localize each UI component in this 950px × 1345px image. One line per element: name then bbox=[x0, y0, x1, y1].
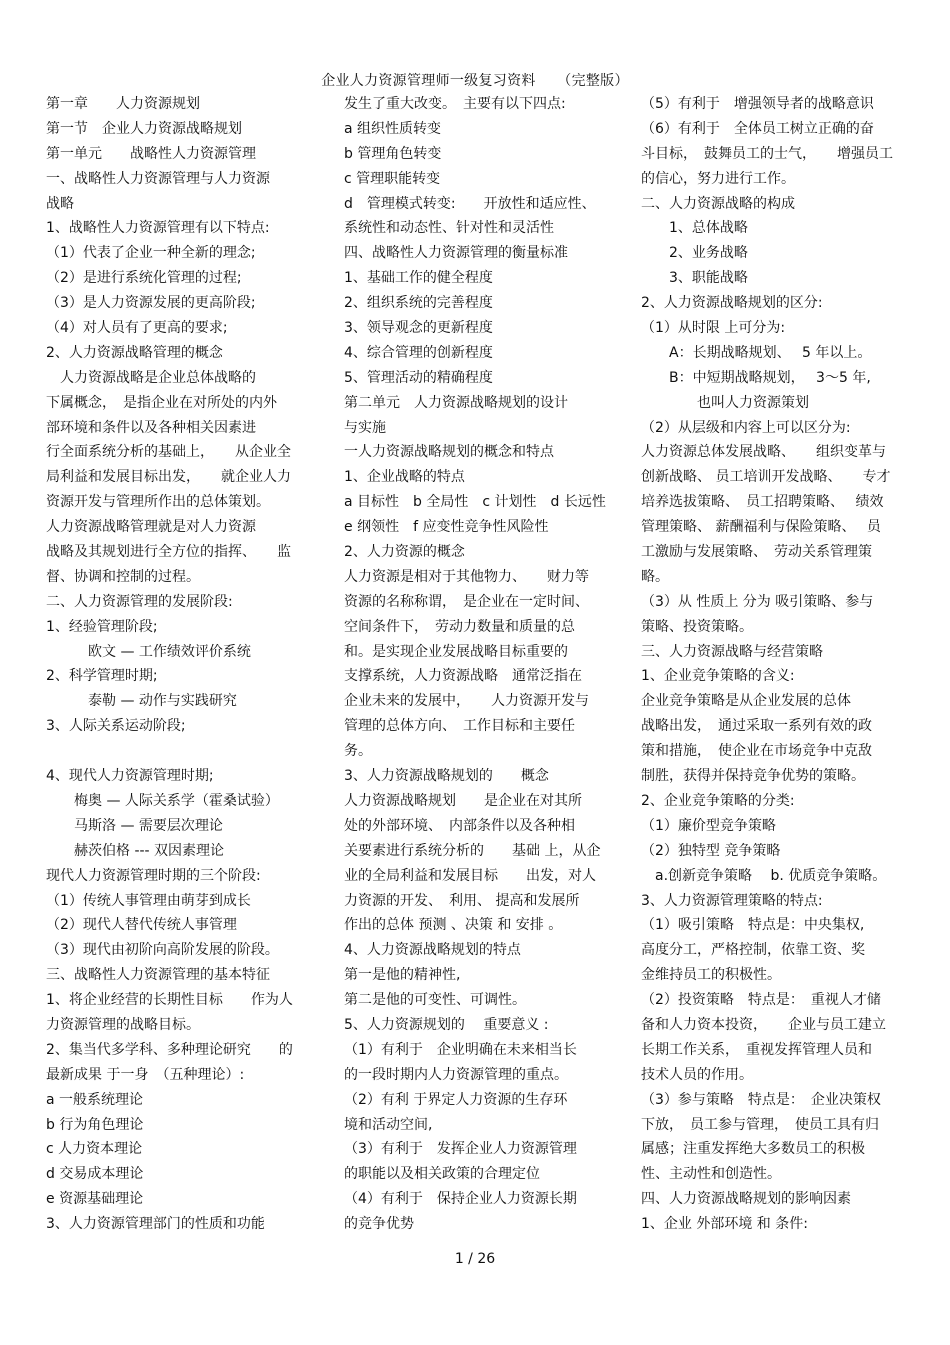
text-line: 系统性和动态性、针对性和灵活性 bbox=[344, 220, 554, 237]
text-line: 战略 bbox=[46, 195, 74, 212]
text-line: 1、基础工作的健全程度 bbox=[344, 270, 493, 287]
text-line: （1）有利于 企业明确在未来相当长 bbox=[344, 1041, 577, 1058]
text-line: a 组织性质转变 bbox=[344, 120, 442, 137]
text-line: 人力资源战略规划 是企业在对其所 bbox=[344, 792, 582, 809]
text-line: （3）从 性质上 分为 吸引策略、参与 bbox=[641, 593, 874, 610]
text-line: （3）参与策略 特点是： 企业决策权 bbox=[641, 1091, 881, 1108]
text-line: e 纲领性 f 应变性竞争性风险性 bbox=[344, 519, 549, 536]
text-line: 三、人力资源战略与经营策略 bbox=[641, 643, 823, 660]
text-line: 欧文 — 工作绩效评价系统 bbox=[46, 643, 251, 660]
text-line: A：长期战略规划、 5 年以上。 bbox=[641, 344, 872, 361]
text-line: 属感；注重发挥绝大多数员工的积极 bbox=[641, 1141, 865, 1158]
text-line: 三、战略性人力资源管理的基本特征 bbox=[46, 967, 270, 984]
text-line: 最新成果 于一身 （五种理论）: bbox=[46, 1066, 245, 1083]
text-line: 长期工作关系， 重视发挥管理人员和 bbox=[641, 1041, 872, 1058]
text-line: 1、企业竞争策略的含义: bbox=[641, 668, 795, 685]
text-line: a 一般系统理论 bbox=[46, 1091, 144, 1108]
text-line: （5）有利于 增强领导者的战略意识 bbox=[641, 96, 874, 112]
text-line: 3、人力资源管理部门的性质和功能 bbox=[46, 1216, 265, 1233]
text-line: 也叫人力资源策划 bbox=[641, 394, 809, 411]
text-line: b 行为角色理论 bbox=[46, 1116, 144, 1133]
text-line: 技术人员的作用。 bbox=[641, 1066, 753, 1083]
text-line: 空间条件下， 劳动力数量和质量的总 bbox=[344, 618, 575, 635]
text-line: 2、业务战略 bbox=[641, 245, 748, 262]
text-line: 业的全局利益和发展目标 出发，对人 bbox=[344, 867, 596, 884]
text-column-3 bbox=[641, 92, 911, 1237]
text-line: 督、协调和控制的过程。 bbox=[46, 568, 200, 585]
text-column-2 bbox=[344, 92, 612, 1237]
text-line: （3）现代由初阶向高阶发展的阶段。 bbox=[46, 942, 279, 959]
text-line: 4、现代人力资源管理时期; bbox=[46, 768, 214, 785]
text-line: 处的外部环境、 内部条件以及各种相 bbox=[344, 817, 575, 834]
text-line: 第一节 企业人力资源战略规划 bbox=[46, 120, 242, 137]
text-line: （4）对人员有了更高的要求; bbox=[46, 320, 228, 337]
text-line: 下放， 员工参与管理， 使员工具有归 bbox=[641, 1116, 879, 1133]
text-line: （2）独特型 竞争策略 bbox=[641, 842, 781, 859]
text-line: 第二是他的可变性、可调性。 bbox=[344, 992, 526, 1009]
text-line: 策略、投资策略。 bbox=[641, 618, 753, 635]
text-line: a 目标性 b 全局性 c 计划性 d 长远性 bbox=[344, 494, 606, 511]
text-line: 力资源管理的战略目标。 bbox=[46, 1016, 200, 1033]
text-line: （4）有利于 保持企业人力资源长期 bbox=[344, 1191, 577, 1208]
text-line: d 管理模式转变: 开放性和适应性、 bbox=[344, 195, 596, 212]
text-line: 人力资源是相对于其他物力、 财力等 bbox=[344, 568, 589, 585]
text-line: （6）有利于 全体员工树立正确的奋 bbox=[641, 120, 874, 137]
text-line: e 资源基础理论 bbox=[46, 1191, 144, 1208]
page-number: 1 / 26 bbox=[454, 1251, 496, 1267]
text-line: 关要素进行系统分析的 基础 上，从企 bbox=[344, 842, 601, 859]
text-line: 人力资源总体发展战略、 组织变革与 bbox=[641, 444, 886, 461]
text-line: 创新战略、 员工培训开发战略、 专才 bbox=[641, 469, 891, 486]
text-line: 1、企业 外部环境 和 条件: bbox=[641, 1216, 808, 1233]
text-line: （2）是进行系统化管理的过程; bbox=[46, 270, 242, 287]
text-line: 人力资源战略管理就是对人力资源 bbox=[46, 519, 256, 536]
text-line: 的竞争优势 bbox=[344, 1216, 414, 1233]
text-line: 赫茨伯格 --- 双因素理论 bbox=[46, 842, 225, 859]
text-line: B：中短期战略规划， 3～5 年, bbox=[641, 369, 871, 386]
text-line: （1）从时限 上可分为: bbox=[641, 320, 786, 337]
text-line: 略。 bbox=[641, 568, 669, 585]
text-line: b 管理角色转变 bbox=[344, 145, 442, 162]
text-line: 培养选拔策略、 员工招聘策略、 绩效 bbox=[641, 494, 884, 511]
text-line: 备和人力资本投资， 企业与员工建立 bbox=[641, 1016, 886, 1033]
text-line: 部环境和条件以及各种相关因素进 bbox=[46, 419, 256, 436]
text-line: 四、战略性人力资源管理的衡量标准 bbox=[344, 245, 568, 262]
text-line: a.创新竞争策略 b. 优质竞争策略。 bbox=[641, 867, 887, 884]
text-line: 资源开发与管理所作出的总体策划。 bbox=[46, 494, 270, 511]
text-line: 支撑系统，人力资源战略 通常泛指在 bbox=[344, 668, 582, 685]
text-line: 二、人力资源管理的发展阶段: bbox=[46, 593, 233, 610]
text-line: 梅奥 — 人际关系学（霍桑试验） bbox=[46, 792, 279, 809]
text-line: 作出的总体 预测 、决策 和 安排 。 bbox=[344, 917, 563, 934]
text-line bbox=[46, 739, 316, 764]
text-line: 的一段时期内人力资源管理的重点。 bbox=[344, 1066, 568, 1083]
text-line: 5、管理活动的精确程度 bbox=[344, 369, 493, 386]
text-line: （2）现代人替代传统人事管理 bbox=[46, 917, 237, 934]
text-line: 第一单元 战略性人力资源管理 bbox=[46, 145, 256, 162]
text-line: 四、人力资源战略规划的影响因素 bbox=[641, 1191, 851, 1208]
text-line: 2、人力资源的概念 bbox=[344, 544, 465, 561]
text-line: 第一是他的精神性, bbox=[344, 967, 461, 984]
text-line: 制胜，获得并保持竞争优势的策略。 bbox=[641, 768, 865, 785]
text-line: 高度分工，严格控制，依靠工资、奖 bbox=[641, 942, 865, 959]
text-line: 境和活动空间, bbox=[344, 1116, 433, 1133]
text-line: 1、经验管理阶段; bbox=[46, 618, 158, 635]
text-line: 资源的名称称谓， 是企业在一定时间、 bbox=[344, 593, 589, 610]
text-line: 的信心，努力进行工作。 bbox=[641, 170, 795, 187]
text-line: c 管理职能转变 bbox=[344, 170, 441, 187]
text-line: （1）吸引策略 特点是：中央集权, bbox=[641, 917, 865, 934]
text-line: 1、战略性人力资源管理有以下特点: bbox=[46, 220, 270, 237]
text-line: 1、将企业经营的长期性目标 作为人 bbox=[46, 992, 293, 1009]
text-line: 第二单元 人力资源战略规划的设计 bbox=[344, 394, 568, 411]
text-line: 3、人力资源管理策略的特点: bbox=[641, 892, 823, 909]
text-line: 马斯洛 — 需要层次理论 bbox=[46, 817, 223, 834]
text-line: 管理策略、 薪酬福利与保险策略、 员 bbox=[641, 519, 881, 536]
text-line: （3）有利于 发挥企业人力资源管理 bbox=[344, 1141, 577, 1158]
text-line: 下属概念， 是指企业在对所处的内外 bbox=[46, 394, 277, 411]
text-line: 性、主动性和创造性。 bbox=[641, 1166, 781, 1183]
text-line: 2、集当代多学科、多种理论研究 的 bbox=[46, 1041, 293, 1058]
text-line: 和。是实现企业发展战略目标重要的 bbox=[344, 643, 568, 660]
text-line: （2）从层级和内容上可以区分为: bbox=[641, 419, 851, 436]
text-line: 1、企业战略的特点 bbox=[344, 469, 465, 486]
text-line: 人力资源战略是企业总体战略的 bbox=[46, 369, 256, 386]
text-line: 局利益和发展目标出发， 就企业人力 bbox=[46, 469, 291, 486]
text-line: （2）投资策略 特点是： 重视人才储 bbox=[641, 992, 881, 1009]
text-line: 斗目标， 鼓舞员工的士气， 增强员工 bbox=[641, 145, 893, 162]
text-line: 第一章 人力资源规划 bbox=[46, 96, 200, 112]
text-line: 一人力资源战略规划的概念和特点 bbox=[344, 444, 554, 461]
text-line: 一、战略性人力资源管理与人力资源 bbox=[46, 170, 270, 187]
text-line: 3、领导观念的更新程度 bbox=[344, 320, 493, 337]
text-line: （3）是人力资源发展的更高阶段; bbox=[46, 295, 256, 312]
text-line: 管理的总体方向、 工作目标和主要任 bbox=[344, 718, 575, 735]
text-line: 发生了重大改变。 主要有以下四点: bbox=[344, 96, 566, 112]
text-line: 2、企业竞争策略的分类: bbox=[641, 792, 795, 809]
text-line: d 交易成本理论 bbox=[46, 1166, 144, 1183]
text-line: 4、人力资源战略规划的特点 bbox=[344, 942, 521, 959]
text-line: 的职能以及相关政策的合理定位 bbox=[344, 1166, 540, 1183]
text-line: 企业未来的发展中， 人力资源开发与 bbox=[344, 693, 589, 710]
text-line: 3、人力资源战略规划的 概念 bbox=[344, 768, 549, 785]
text-line: c 人力资本理论 bbox=[46, 1141, 143, 1158]
text-line: 现代人力资源管理时期的三个阶段: bbox=[46, 867, 261, 884]
text-line: 战略出发， 通过采取一系列有效的政 bbox=[641, 718, 872, 735]
text-line: 2、组织系统的完善程度 bbox=[344, 295, 493, 312]
text-line: 2、人力资源战略管理的概念 bbox=[46, 344, 223, 361]
text-line: 力资源的开发、 利用、 提高和发展所 bbox=[344, 892, 580, 909]
text-line: （1）代表了企业一种全新的理念; bbox=[46, 245, 256, 262]
text-line: 泰勒 — 动作与实践研究 bbox=[46, 693, 237, 710]
text-line: 3、人际关系运动阶段; bbox=[46, 718, 186, 735]
text-line: 行全面系统分析的基础上， 从企业全 bbox=[46, 444, 291, 461]
text-line: 战略及其规划进行全方位的指挥、 监 bbox=[46, 544, 291, 561]
text-line: 务。 bbox=[344, 743, 372, 760]
text-line: 5、人力资源规划的 重要意义 : bbox=[344, 1016, 549, 1033]
text-line: （1）廉价型竞争策略 bbox=[641, 817, 776, 834]
text-line: （1）传统人事管理由萌芽到成长 bbox=[46, 892, 251, 909]
text-line: 策和措施， 使企业在市场竞争中克敌 bbox=[641, 743, 872, 760]
text-line: （2）有利 于界定人力资源的生存环 bbox=[344, 1091, 568, 1108]
text-line: 3、职能战略 bbox=[641, 270, 748, 287]
text-line: 2、科学管理时期; bbox=[46, 668, 158, 685]
text-line: 企业竞争策略是从企业发展的总体 bbox=[641, 693, 851, 710]
text-line: 金维持员工的积极性。 bbox=[641, 967, 781, 984]
text-line: 工激励与发展策略、 劳动关系管理策 bbox=[641, 544, 872, 561]
text-line: 二、人力资源战略的构成 bbox=[641, 195, 795, 212]
text-line: 1、总体战略 bbox=[641, 220, 748, 237]
text-column-1 bbox=[46, 92, 316, 1237]
text-line: 与实施 bbox=[344, 419, 386, 436]
document-title: 企业人力资源管理师一级复习资料 （完整版） bbox=[321, 73, 629, 89]
text-line: 2、人力资源战略规划的区分: bbox=[641, 295, 823, 312]
text-line: 4、综合管理的创新程度 bbox=[344, 344, 493, 361]
